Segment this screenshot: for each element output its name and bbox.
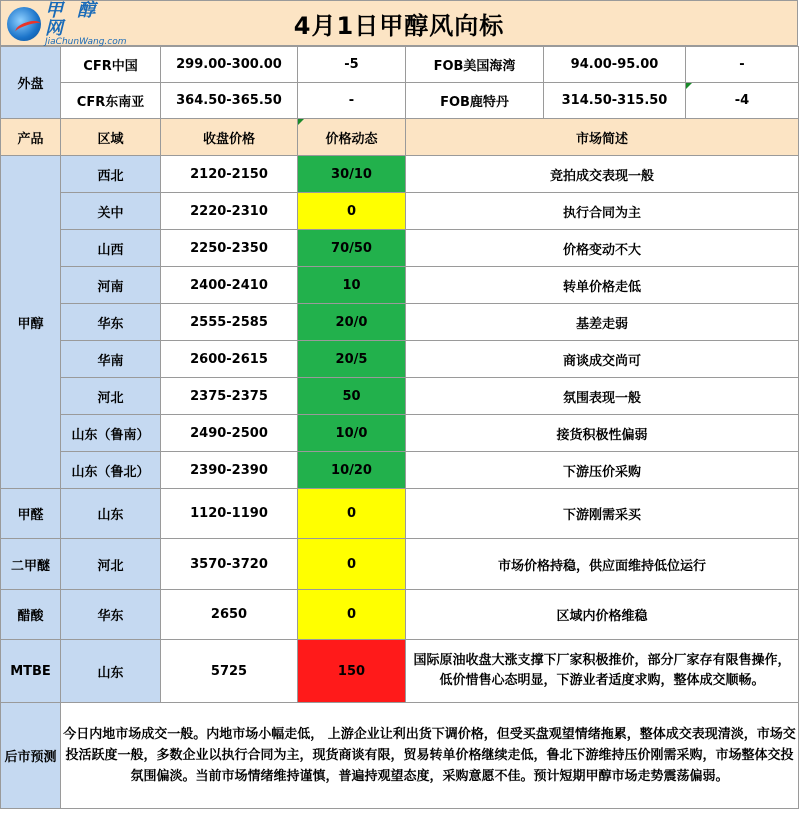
outer-price: 314.50-315.50 [544, 83, 686, 119]
region-cell: 西北 [61, 156, 161, 193]
region-cell: 河北 [61, 378, 161, 415]
region-cell: 山东（鲁南） [61, 415, 161, 452]
change-cell: 150 [298, 640, 406, 703]
product-cell: 甲醛 [1, 489, 61, 539]
column-header-row [1, 119, 799, 156]
change-cell: 0 [298, 590, 406, 640]
note-cell: 转单价格走低 [406, 267, 799, 304]
header-market-summary: 市场简述 [406, 119, 799, 156]
table-row [1, 156, 799, 193]
price-table [0, 46, 799, 809]
change-cell: 0 [298, 193, 406, 230]
outer-change: -5 [298, 47, 406, 83]
forecast-label: 后市预测 [1, 703, 61, 809]
price-cell: 2220-2310 [161, 193, 298, 230]
table-row [1, 378, 799, 415]
outer-name: CFR东南亚 [61, 83, 161, 119]
change-cell: 30/10 [298, 156, 406, 193]
price-cell: 3570-3720 [161, 539, 298, 590]
note-cell: 基差走弱 [406, 304, 799, 341]
table-row [1, 193, 799, 230]
outer-name: FOB美国海湾 [406, 47, 544, 83]
price-cell: 2120-2150 [161, 156, 298, 193]
table-row [1, 452, 799, 489]
region-cell: 山东 [61, 489, 161, 539]
region-cell: 华南 [61, 341, 161, 378]
forecast-text: 今日内地市场成交一般。内地市场小幅走低， 上游企业让利出货下调价格，但受买盘观望情绪拖累，整体成交表现清淡，市场交投活跃度一般，多数企业以执行合同为主，现货商谈有限，贸易转单价格继续走低，鲁北下游维持压价刚需采购，市场整体交投氛围偏淡。当前市场情绪维持谨慎，普遍持观望态度，采购意愿不佳。预计短期甲醇市场走势震荡偏弱。 [61, 703, 799, 809]
note-cell: 竞拍成交表现一般 [406, 156, 799, 193]
table-row [1, 341, 799, 378]
globe-logo-icon [7, 7, 41, 41]
note-cell: 区域内价格维稳 [406, 590, 799, 640]
logo-english: JiaChunWang.com [45, 36, 127, 47]
note-cell: 下游刚需采买 [406, 489, 799, 539]
note-cell: 接货积极性偏弱 [406, 415, 799, 452]
price-cell: 2490-2500 [161, 415, 298, 452]
change-cell: 10 [298, 267, 406, 304]
outer-price: 94.00-95.00 [544, 47, 686, 83]
outer-change: - [298, 83, 406, 119]
price-cell: 2390-2390 [161, 452, 298, 489]
region-cell: 山西 [61, 230, 161, 267]
region-cell: 华东 [61, 590, 161, 640]
table-row [1, 539, 799, 590]
price-cell: 2250-2350 [161, 230, 298, 267]
note-cell: 国际原油收盘大涨支撑下厂家积极推价，部分厂家存有限售操作，低价惜售心态明显，下游业者适度求购，整体成交顺畅。 [406, 640, 799, 703]
note-cell: 商谈成交尚可 [406, 341, 799, 378]
page-title: 4月1日甲醇风向标 [293, 11, 505, 40]
table-row [1, 489, 799, 539]
product-cell: 二甲醚 [1, 539, 61, 590]
region-cell: 山东 [61, 640, 161, 703]
change-cell: 70/50 [298, 230, 406, 267]
outer-change: - [686, 47, 799, 83]
header-close-price: 收盘价格 [161, 119, 298, 156]
change-cell: 20/0 [298, 304, 406, 341]
logo-chinese: 甲 醇 网 [45, 0, 100, 39]
outer-change: -4 [686, 83, 799, 119]
product-methanol: 甲醇 [1, 156, 61, 489]
region-cell: 华东 [61, 304, 161, 341]
region-cell: 河南 [61, 267, 161, 304]
price-cell: 2400-2410 [161, 267, 298, 304]
header-price-change: 价格动态 [298, 119, 406, 156]
change-cell: 50 [298, 378, 406, 415]
region-cell: 关中 [61, 193, 161, 230]
table-row [1, 590, 799, 640]
table-row [1, 415, 799, 452]
table-row [1, 230, 799, 267]
product-cell: 醋酸 [1, 590, 61, 640]
table-row [1, 640, 799, 703]
table-row [1, 267, 799, 304]
region-cell: 河北 [61, 539, 161, 590]
change-cell: 0 [298, 489, 406, 539]
outer-price: 364.50-365.50 [161, 83, 298, 119]
change-cell: 10/0 [298, 415, 406, 452]
title-row [0, 0, 798, 46]
note-cell: 氛围表现一般 [406, 378, 799, 415]
price-cell: 5725 [161, 640, 298, 703]
header-product: 产品 [1, 119, 61, 156]
price-cell: 2650 [161, 590, 298, 640]
price-cell: 2600-2615 [161, 341, 298, 378]
note-cell: 下游压价采购 [406, 452, 799, 489]
outer-name: CFR中国 [61, 47, 161, 83]
logo [7, 0, 127, 47]
change-cell: 20/5 [298, 341, 406, 378]
table-row [1, 304, 799, 341]
price-cell: 1120-1190 [161, 489, 298, 539]
outer-price: 299.00-300.00 [161, 47, 298, 83]
region-cell: 山东（鲁北） [61, 452, 161, 489]
price-cell: 2375-2375 [161, 378, 298, 415]
product-cell: MTBE [1, 640, 61, 703]
outer-row-1 [1, 47, 799, 83]
forecast-row [1, 703, 799, 809]
price-cell: 2555-2585 [161, 304, 298, 341]
change-cell: 10/20 [298, 452, 406, 489]
note-cell: 价格变动不大 [406, 230, 799, 267]
note-cell: 执行合同为主 [406, 193, 799, 230]
outer-row-2 [1, 83, 799, 119]
outer-label: 外盘 [1, 47, 61, 119]
outer-name: FOB鹿特丹 [406, 83, 544, 119]
note-cell: 市场价格持稳，供应面维持低位运行 [406, 539, 799, 590]
header-region: 区域 [61, 119, 161, 156]
change-cell: 0 [298, 539, 406, 590]
